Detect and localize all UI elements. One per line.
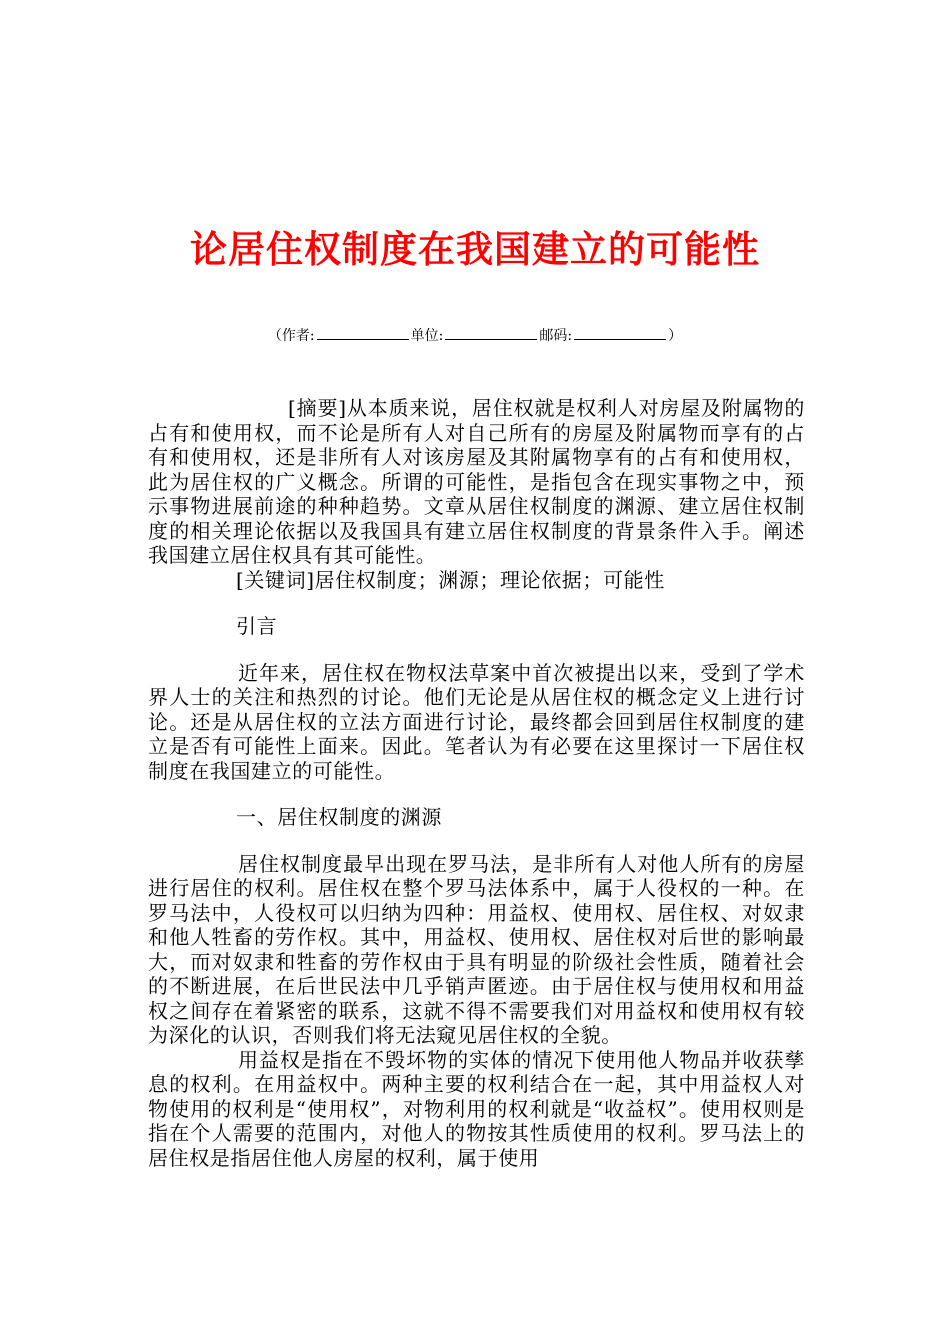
author-label: 作者: xyxy=(281,328,315,344)
unit-blank xyxy=(445,325,537,340)
author-byline xyxy=(0,325,950,347)
byline-close-paren: ） xyxy=(668,328,683,344)
section1-paragraph: 居住权制度最早出现在罗马法，是非所有人对他人所有的房屋进行居住的权利。居住权在整个罗马法体系中，属于人役权的一种。在罗马法中，人役权可以归纳为四种：用益权、使用权、居住权、对奴隶和他人牲畜的劳作权。其中，用益权、使用权、居住权对后世的影响最大，而对奴隶和牲畜的劳作权由于具有明显的阶级社会性质，随着社会的不断进展，在后世民法中几乎销声匿迹。由于居住权与使用权和用益权之间存在着紧密的联系，这就不得不需要我们对用益权和使用权有较为深化的认识，否则我们将无法窥见居住权的全貌。 xyxy=(148,851,805,1047)
document-title: 论居住权制度在我国建立的可能性 xyxy=(190,227,760,271)
byline-open-paren: （ xyxy=(267,328,282,344)
intro-heading: 引言 xyxy=(236,614,278,638)
section1-paragraph: 用益权是指在不毁坏物的实体的情况下使用他人物品并收获孳息的权利。在用益权中。两种主要的权利结合在一起，其中用益权人对物使用的权利是“使用权”，对物利用的权利就是“收益权”。使用权则是指在个人需要的范围内，对他人的物按其性质使用的权利。罗马法上的居住权是指居住他人房屋的权利，属于使用 xyxy=(148,1047,805,1170)
spacer xyxy=(148,830,805,852)
spacer xyxy=(148,783,805,805)
spacer xyxy=(148,639,805,661)
unit-label: 单位: xyxy=(410,328,444,344)
section1-heading: 一、居住权制度的渊源 xyxy=(236,805,442,829)
document-body xyxy=(148,396,805,1170)
spacer xyxy=(148,592,805,614)
postcode-label: 邮码: xyxy=(539,328,573,344)
author-blank xyxy=(317,325,409,340)
keywords-paragraph: [关键词]居住权制度；渊源；理论依据；可能性 xyxy=(236,567,665,592)
intro-paragraph: 近年来，居住权在物权法草案中首次被提出以来，受到了学术界人士的关注和热烈的讨论。他们无论是从居住权的概念定义上进行讨论。还是从居住权的立法方面进行讨论，最终都会回到居住权制度的建立是否有可能性上面来。因此。笔者认为有必要在这里探讨一下居住权制度在我国建立的可能性。 xyxy=(148,660,805,783)
abstract-paragraph: [摘要]从本质来说，居住权就是权利人对房屋及附属物的占有和使用权，而不论是所有人对自己所有的房屋及附属物而享有的占有和使用权，还是非所有人对该房屋及其附属物享有的占有和使用权，此为居住权的广义概念。所谓的可能性，是指包含在现实事物之中，预示事物进展前途的种种趋势。文章从居住权制度的渊源、建立居住权制度的相关理论依据以及我国具有建立居住权制度的背景条件入手。阐述我国建立居住权具有其可能性。 xyxy=(148,396,805,567)
postcode-blank xyxy=(574,325,666,340)
